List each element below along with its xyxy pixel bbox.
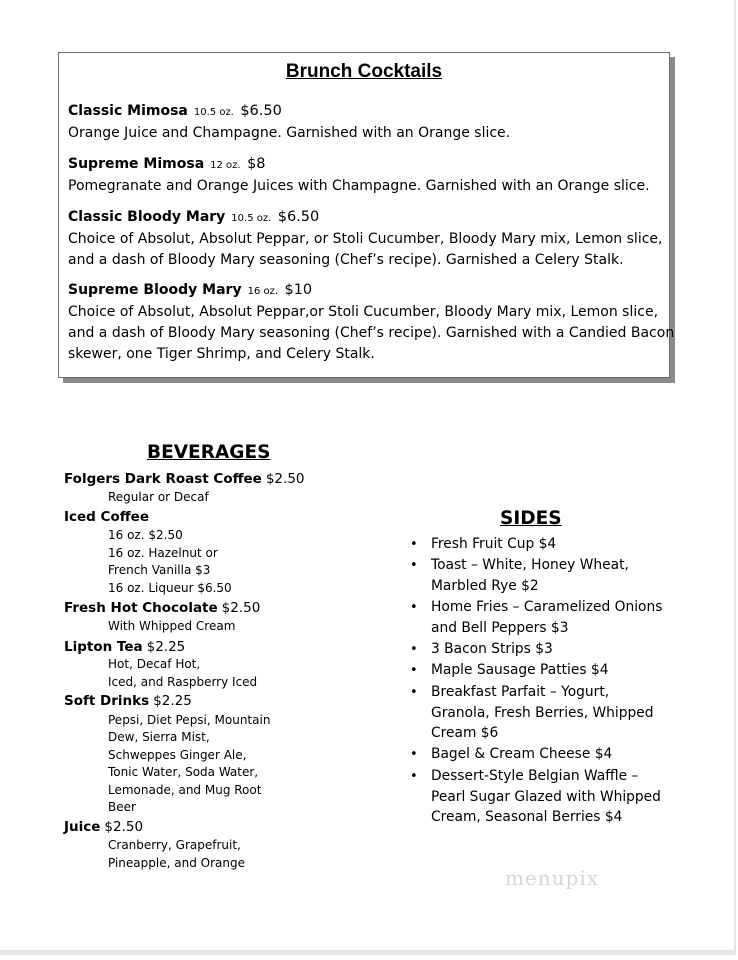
cocktail-item (68, 207, 664, 271)
beverage-item (64, 818, 143, 836)
side-item: Toast – White, Honey Wheat, (431, 557, 629, 573)
bullet-icon: • (410, 747, 418, 762)
bullet-icon: • (410, 558, 418, 573)
beverage-detail: Pepsi, Diet Pepsi, Mountain (108, 713, 271, 727)
beverage-detail: Cranberry, Grapefruit, (108, 838, 241, 852)
beverage-price: $2.50 (104, 819, 144, 835)
menupix-watermark: menupix (505, 866, 600, 890)
bullet-icon: • (410, 663, 418, 678)
cocktail-price: $8 (247, 156, 266, 172)
cocktail-description: Choice of Absolut, Absolut Peppar,or Stoli Cucumber, Bloody Mary mix, Lemon slice, (68, 304, 659, 320)
beverage-item (64, 599, 260, 617)
brunch-cocktails-title: Brunch Cocktails (285, 61, 443, 82)
side-item-continued: and Bell Peppers $3 (431, 620, 569, 636)
side-item-continued: Granola, Fresh Berries, Whipped (431, 705, 654, 721)
cocktail-name: Classic Bloody Mary (68, 209, 226, 225)
beverage-name: Folgers Dark Roast Coffee (64, 471, 262, 487)
bullet-icon: • (410, 685, 418, 700)
side-item-continued: Marbled Rye $2 (431, 578, 539, 594)
beverage-detail: Tonic Water, Soda Water, (108, 765, 259, 779)
beverage-detail: French Vanilla $3 (108, 563, 211, 577)
cocktail-price: $6.50 (240, 103, 282, 119)
side-item-continued: Cream $6 (431, 725, 499, 741)
cocktail-description: Orange Juice and Champagne. Garnished with an Orange slice. (68, 125, 511, 141)
cocktail-price: $10 (284, 282, 313, 298)
cocktail-description: Pomegranate and Orange Juices with Champagne. Garnished with an Orange slice. (68, 178, 650, 194)
cocktail-size: 16 oz. (247, 286, 279, 297)
cocktail-name: Classic Mimosa (68, 103, 188, 119)
beverage-detail: 16 oz. $2.50 (108, 528, 183, 542)
side-item-continued: Pearl Sugar Glazed with Whipped (431, 789, 661, 805)
beverage-price: $2.25 (146, 639, 186, 655)
side-item-continued: Cream, Seasonal Berries $4 (431, 809, 623, 825)
beverages-title: BEVERAGES (147, 442, 271, 463)
beverage-price: $2.25 (153, 693, 192, 709)
beverage-detail: Schweppes Ginger Ale, (108, 748, 247, 762)
beverage-detail: With Whipped Cream (108, 619, 236, 633)
beverage-item (64, 470, 305, 488)
cocktail-size: 10.5 oz. (193, 107, 234, 118)
cocktail-item (68, 101, 664, 144)
cocktail-description: and a dash of Bloody Mary seasoning (Chef’s recipe). Garnished with a Candied Bacon (68, 325, 675, 341)
beverage-detail: 16 oz. Hazelnut or (108, 546, 218, 560)
beverage-detail: Pineapple, and Orange (108, 856, 245, 870)
side-item: Bagel & Cream Cheese $4 (431, 746, 613, 762)
brunch-cocktails-box (58, 52, 675, 378)
beverage-name: Lipton Tea (64, 639, 143, 655)
cocktail-description: skewer, one Tiger Shrimp, and Celery Stalk. (68, 346, 375, 362)
cocktail-item (68, 280, 675, 365)
beverage-detail: Beer (108, 800, 136, 814)
cocktail-name: Supreme Mimosa (68, 156, 205, 172)
bullet-icon: • (410, 537, 418, 552)
beverage-detail: Dew, Sierra Mist, (108, 730, 210, 744)
beverage-item (64, 638, 185, 656)
beverage-detail: Regular or Decaf (108, 490, 209, 504)
cocktail-item (68, 154, 664, 197)
cocktail-price: $6.50 (277, 209, 320, 225)
side-item: Fresh Fruit Cup $4 (431, 536, 557, 552)
beverage-name: Soft Drinks (64, 693, 150, 709)
bullet-icon: • (410, 769, 418, 784)
beverage-price: $2.50 (265, 471, 305, 487)
cocktail-description: Choice of Absolut, Absolut Peppar, or Stoli Cucumber, Bloody Mary mix, Lemon slice, (68, 231, 663, 247)
bullet-icon: • (410, 642, 418, 657)
beverage-item (64, 692, 192, 710)
beverage-name: Fresh Hot Chocolate (64, 600, 218, 616)
beverage-detail: Iced, and Raspberry Iced (108, 675, 258, 689)
beverage-name: Iced Coffee (64, 509, 149, 525)
bullet-icon: • (410, 600, 418, 615)
side-item: Dessert-Style Belgian Waffle – (431, 768, 639, 784)
beverage-item (64, 508, 153, 526)
side-item: Home Fries – Caramelized Onions (431, 599, 663, 615)
cocktail-size: 12 oz. (210, 160, 241, 171)
cocktail-size: 10.5 oz. (231, 213, 272, 224)
beverage-detail: Hot, Decaf Hot, (108, 657, 201, 671)
beverage-detail: 16 oz. Liqueur $6.50 (108, 581, 232, 595)
cocktail-description: and a dash of Bloody Mary seasoning (Chef’s recipe). Garnished a Celery Stalk. (68, 252, 624, 268)
beverage-detail: Lemonade, and Mug Root (108, 783, 262, 797)
side-item: Maple Sausage Patties $4 (431, 662, 609, 678)
beverage-name: Juice (64, 819, 101, 835)
sides-title: SIDES (500, 508, 562, 529)
side-item: 3 Bacon Strips $3 (431, 641, 553, 657)
side-item: Breakfast Parfait – Yogurt, (431, 684, 610, 700)
cocktail-name: Supreme Bloody Mary (68, 282, 242, 298)
beverage-price: $2.50 (221, 600, 261, 616)
